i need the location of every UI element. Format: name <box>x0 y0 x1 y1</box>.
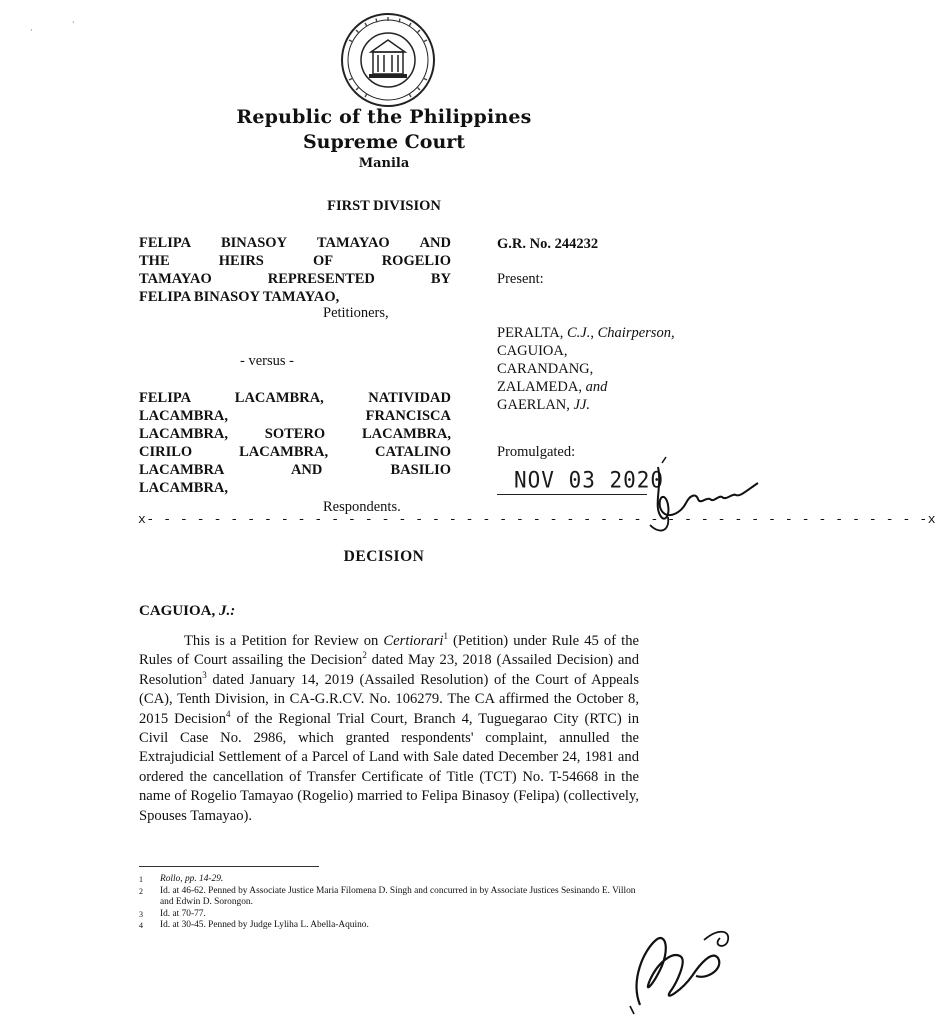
petitioner-line: THE HEIRS OF ROGELIO <box>139 253 451 269</box>
respondents-label: Respondents. <box>323 499 401 515</box>
initials-signature-icon <box>600 910 750 1020</box>
division-title: FIRST DIVISION <box>327 198 441 214</box>
justices-list <box>497 324 675 414</box>
date-underline <box>497 494 647 495</box>
petitioners-names <box>139 234 451 306</box>
justice-line: CARANDANG, <box>497 361 594 377</box>
scan-speck: · <box>30 26 33 35</box>
separator-line: x- - - - - - - - - - - - - - - - - - - - - - - - - - - - - - - - - - - - - - - - - - - - - - -x <box>138 512 936 527</box>
decision-title: DECISION <box>343 548 425 565</box>
justice-line: GAERLAN, JJ. <box>497 397 591 413</box>
justice-line: ZALAMEDA, and <box>497 379 608 395</box>
justice-line: CAGUIOA, <box>497 343 568 359</box>
petitioner-line: FELIPA BINASOY TAMAYAO AND <box>139 235 451 251</box>
footnote-item: 3 Id. at 70-77. <box>139 908 206 919</box>
petitioner-line: TAMAYAO REPRESENTED BY <box>139 271 451 287</box>
respondent-line: LACAMBRA, SOTERO LACAMBRA, <box>139 426 451 442</box>
footnote-item: 4 Id. at 30-45. Penned by Judge Lyliha L. Abella-Aquino. <box>139 920 369 930</box>
respondent-line: LACAMBRA, FRANCISCA <box>139 408 451 424</box>
present-label: Present: <box>497 271 544 287</box>
footnote-rule <box>139 866 319 867</box>
clerk-signature-icon <box>640 455 765 540</box>
scan-speck: · <box>72 18 75 27</box>
petitioner-line: FELIPA BINASOY TAMAYAO, <box>139 289 340 305</box>
respondent-line: FELIPA LACAMBRA, NATIVIDAD <box>139 390 451 406</box>
promulgated-label: Promulgated: <box>497 444 576 460</box>
gr-number: G.R. No. 244232 <box>497 236 599 252</box>
ponente: CAGUIOA, J.: <box>139 603 236 619</box>
promulgated-date-stamp: NOV 03 2020 <box>514 467 665 493</box>
header-court: Supreme Court <box>302 131 466 153</box>
header-city: Manila <box>358 156 410 171</box>
respondent-line: LACAMBRA, <box>139 480 229 496</box>
footnote-item: 1 Rollo, pp. 14-29. <box>139 874 224 884</box>
respondents-names <box>139 389 451 497</box>
versus-label: - versus - <box>240 353 294 369</box>
supreme-court-seal-icon <box>338 10 438 110</box>
respondent-line: CIRILO LACAMBRA, CATALINO <box>139 444 451 460</box>
footnotes <box>139 874 644 932</box>
respondent-line: LACAMBRA AND BASILIO <box>139 462 451 478</box>
header-republic: Republic of the Philippines <box>236 106 532 128</box>
justice-line: PERALTA, C.J., Chairperson, <box>497 325 675 341</box>
footnote-item: 2 Id. at 46-62. Penned by Associate Justice Maria Filomena D. Singh and concurred in by Associate Justices Sesinando E. Villon and Edwin D. Sorongon. <box>139 885 636 907</box>
body-paragraph: This is a Petition for Review on Certiorari$^1$ (Petition) under Rule 45 of the Rules of Court assailing the Decision$^2$ dated May 23, 2018 (Assailed Decision) and Resolution$^3$ dated January 14, 2019 (Assailed Resolution) of the Court of Appeals (CA), Tenth Division, in CA-G.R.CV. No. 106279. The CA affirmed the October 8, 2015 Decision$^4$ of the Regional Trial Court, Branch 4, Tuguegarao City (RTC) in Civil Case No. 2986, which granted respondents' complaint, annulled the Extrajudicial Settlement of a Parcel of Land with Sale dated December 24, 1981 and ordered the cancellation of Transfer Certificate of Title (TCT) No. T-54668 in the name of Rogelio Tamayao (Rogelio) married to Felipa Binasoy (Felipa) (collectively, Spouses Tamayao). <box>139 631 639 824</box>
petitioners-label: Petitioners, <box>323 305 389 321</box>
